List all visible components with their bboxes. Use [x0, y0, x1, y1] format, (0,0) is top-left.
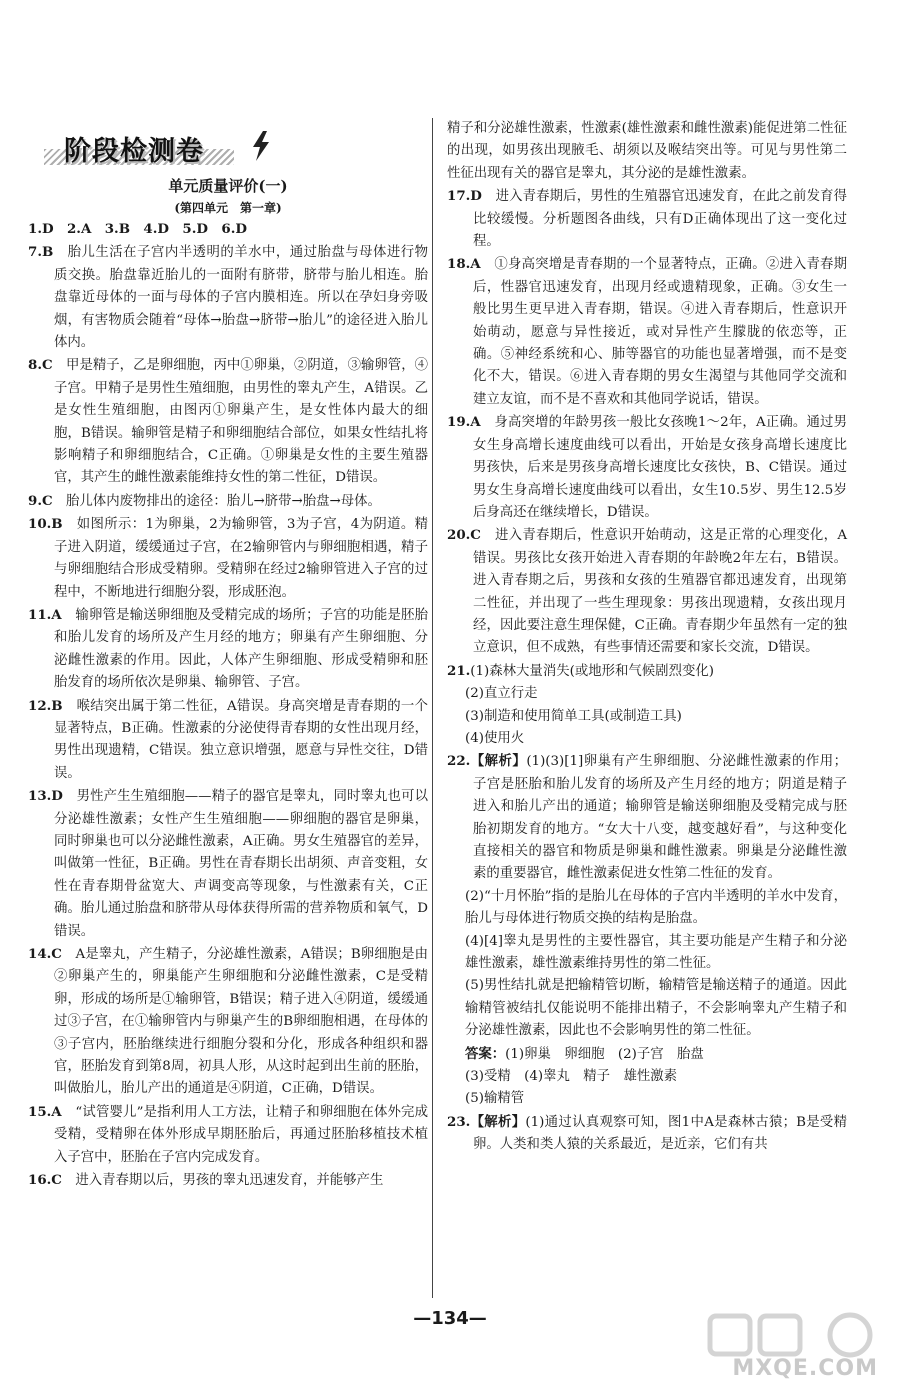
q23-text: (1)通过认真观察可知，图1中A是森林古猿；B是受精卵。人类和类人猿的关系最近，是近亲，它们有共: [473, 1114, 848, 1153]
question-item: [447, 524, 847, 659]
question-item: [447, 185, 847, 253]
section-heading: 单元质量评价(一): [168, 177, 288, 195]
page-number: —134—: [413, 1308, 487, 1329]
question-number: 9.C: [28, 492, 53, 509]
answers-line: 1.D 2.A 3.B 4.D 5.D 6.D: [28, 221, 247, 237]
q22-answer-line-3: (5)输精管: [465, 1091, 525, 1107]
question-item: [28, 1169, 428, 1192]
question-item: [28, 785, 428, 943]
question-text: 喉结突出属于第二性征，A错误。身高突增是青春期的一个显著特点，B正确。性激素的分泌使得青春期的女性出现月经，男性出现遗精，C错误。独立意识增强，愿意与异性交往，D错误。: [54, 698, 428, 781]
question-item: [28, 943, 428, 1101]
question-number: 13.D: [28, 788, 63, 805]
question-number: 15.A: [28, 1103, 62, 1120]
question-21: [447, 660, 847, 683]
question-item: [28, 241, 428, 354]
section-subheading: (第四单元 第一章): [174, 201, 282, 215]
question-item: [28, 354, 428, 489]
q22-answer-line-1: 答案：(1)卵巢 卵细胞 (2)子宫 胎盘: [465, 1045, 704, 1062]
q22-paragraph-4: (5)男性结扎就是把输精管切断，输精管是输送精子的通道。因此输精管被结扎仅能说明不能排出精子，不会影响睾丸产生精子和分泌雄性激素，因此也不会影响男性的第二性征。: [465, 978, 847, 1039]
watermark: [700, 1310, 890, 1385]
right-column: [447, 118, 847, 1157]
q22-paragraph-1: (1)(3)[1]卵巢有产生卵细胞、分泌雌性激素的作用；子宫是胚胎和胎儿发育的场所及产生月经的地方；阴道是精子进入和胎儿产出的通道；输卵管是输送卵细胞及受精完成与胚胎初期发育的地方。“女大十八变，越变越好看”，与这种变化直接相关的器官和物质是卵巢和雌性激素。卵巢是分泌雌性激素的重要器官，雌性激素促进女性第二性征的发育。: [473, 754, 848, 882]
question-item: [28, 513, 428, 604]
question-23: [447, 1111, 847, 1157]
question-number: 7.B: [28, 244, 54, 261]
question-text: “试管婴儿”是指利用人工方法，让精子和卵细胞在体外完成受精，受精卵在体外形成早期胚胎后，再通过胚胎移植技术植入子宫中，胚胎在子宫内完成发育。: [54, 1104, 428, 1165]
left-column: [28, 172, 428, 1192]
q22-answer-line-2: (3)受精 (4)睾丸 精子 雄性激素: [465, 1069, 678, 1085]
question-text: 胎儿体内废物排出的途径：胎儿→脐带→胎盘→母体。: [52, 493, 381, 509]
q22-paragraph-3: (4)[4]睾丸是男性的主要性器官，其主要功能是产生精子和分泌雄性激素，雄性激素维持男性的第二性征。: [465, 933, 847, 972]
question-text: 进入青春期以后，男孩的睾丸迅速发育，并能够产生: [61, 1173, 384, 1189]
analysis-label: 【解析】: [470, 753, 527, 770]
q21-line-4: (4)使用火: [465, 730, 525, 746]
watermark-text: MXQE.COM: [732, 1356, 878, 1381]
question-number: 23.: [447, 1113, 471, 1130]
question-text: 输卵管是输送卵细胞及受精完成的场所；子宫的功能是胚胎和胎儿发育的场所及产生月经的地方；卵巢有产生卵细胞、分泌雌性激素的作用。因此，人体产生卵细胞、形成受精卵和胚胎发育的场所依次是卵巢、输卵管、子宫。: [54, 607, 428, 691]
question-text: 胎儿生活在子宫内半透明的羊水中，通过胎盘与母体进行物质交换。胎盘靠近胎儿的一面附有脐带，脐带与胎儿相连。胎盘靠近母体的一面与母体的子宫内膜相连。所以在孕妇身旁吸烟，有害物质会随着“母体→胎盘→脐带→胎儿”的途径进入胎儿体内。: [53, 245, 428, 351]
question-number: 17.D: [447, 188, 482, 205]
question-number: 18.A: [447, 256, 481, 273]
question-item: [28, 1101, 428, 1169]
column-divider: [432, 118, 433, 1298]
question-number: 12.B: [28, 697, 63, 714]
analysis-label: 【解析】: [470, 1113, 526, 1130]
question-text: 甲是精子，乙是卵细胞，丙中①卵巢，②阴道，③输卵管，④子宫。甲精子是男性生殖细胞，由男性的睾丸产生，A错误。乙是女性生殖细胞，由图丙①卵巢产生，是女性体内最大的细胞，B错误。输卵管是精子和卵细胞结合部位，如果女性结扎将影响精子和卵细胞结合，C正确。①卵巢是女性的主要生殖器官，其产生的雌性激素能维持女性的第二性征，D错误。: [52, 358, 428, 486]
question-22: [447, 750, 847, 885]
question-number: 14.C: [28, 946, 62, 962]
q22-paragraph-2: (2)“十月怀胎”指的是胎儿在母体的子宫内半透明的羊水中发育，胎儿与母体进行物质交换的结构是胎盘。: [465, 888, 847, 927]
question-item: [28, 604, 428, 695]
question-item: [28, 490, 428, 513]
section-banner: [44, 127, 244, 167]
banner-title: 阶段检测卷: [64, 136, 204, 167]
answer-label: 答案：: [465, 1045, 506, 1062]
question-item: [447, 118, 847, 185]
question-item: [447, 411, 847, 524]
q21-line-3: (3)制造和使用简单工具(或制造工具): [465, 708, 682, 724]
q21-line-1: (1)森林大量消失(或地形和气候剧烈变化): [470, 663, 714, 679]
question-number: 19.A: [447, 414, 481, 431]
question-text: 男性产生生殖细胞——精子的器官是睾丸，同时睾丸也可以分泌雄性激素；女性产生生殖细胞——卵细胞的器官是卵巢，同时卵巢也可以分泌雌性激素，A正确。男女生殖器官的差异，叫做第一性征，B正确。男性在青春期长出胡须、声音变粗，女性在青春期骨盆宽大、声调变高等现象，与性激素有关，C正确。胎儿通过胎盘和脐带从母体获得所需的营养物质和氧气，D错误。: [54, 789, 428, 939]
lightning-icon: [249, 131, 273, 161]
question-number: 10.B: [28, 516, 63, 533]
question-number: 20.C: [447, 527, 481, 544]
question-text: 精子和分泌雄性激素，性激素(雄性激素和雌性激素)能促进第二性征的出现，如男孩出现腋毛、胡须以及喉结突出等。可见与男性第二性征出现有关的器官是睾丸，其分泌的是雄性激素。: [447, 121, 847, 181]
question-item: [447, 253, 847, 411]
right-item-list: [447, 118, 847, 660]
question-item: [28, 695, 428, 786]
question-text: ①身高突增是青春期的一个显著特点，正确。②进入青春期后，性器官迅速发育，出现月经或遗精现象，正确。③女生一般比男生更早进入青春期，错误。④进入青春期后，性意识开始萌动，愿意与异性接近，或对异性产生朦胧的依恋等，正确。⑤神经系统和心、肺等器官的功能也显著增强，而不是变化不大，错误。⑥进入青春期的男女生渴望与其他同学交流和建立友谊，而不是不喜欢和其他同学说话，错误。: [473, 257, 847, 407]
question-number: 21.: [447, 662, 471, 679]
left-item-list: [28, 241, 428, 1192]
question-number: 22.: [447, 753, 471, 770]
question-number: 8.C: [28, 357, 53, 374]
question-number: 16.C: [28, 1172, 62, 1189]
question-text: 如图所示：1为卵巢，2为输卵管，3为子宫，4为阴道。精子进入阴道，缓缓通过子宫，在2输卵管内与卵细胞相遇，精子与卵细胞结合形成受精卵。受精卵在经过2输卵管进入子宫的过程中，不断地进行细胞分裂，形成胚泡。: [54, 517, 428, 600]
question-text: 进入青春期后，男性的生殖器官迅速发育，在此之前发育得比较缓慢。分析题图各曲线，只有D正确体现出了这一变化过程。: [473, 189, 847, 250]
question-text: A是睾丸，产生精子，分泌雄性激素，A错误；B卵细胞是由②卵巢产生的，卵巢能产生卵细胞和分泌雌性激素，C是受精卵，形成的场所是①输卵管，B错误；精子进入④阴道，缓缓通过③子宫，在①输卵管内与卵巢产生的B卵细胞相遇，在母体的③子宫内，胚胎继续进行细胞分裂和分化，形成各种组织和器官，胚胎发育到第8周，初具人形，从这时起到出生前的胚胎，叫做胎儿，胎儿产出的通道是④阴道，C正确，D错误。: [54, 947, 428, 1097]
question-text: 进入青春期后，性意识开始萌动，这是正常的心理变化，A错误。男孩比女孩开始进入青春期的年龄晚2年左右，B错误。进入青春期之后，男孩和女孩的生殖器官都迅速发育，出现第二性征，并出现了一些生理现象：男孩出现遗精，女孩出现月经，因此要注意生理保健，C正确。青春期少年虽然有一定的独立意识，但不成熟，有些事情还需要和家长交流，D错误。: [473, 528, 847, 656]
watermark-logo-icon: [700, 1310, 890, 1360]
question-number: 11.A: [28, 606, 62, 623]
q21-line-2: (2)直立行走: [465, 686, 538, 702]
question-text: 身高突增的年龄男孩一般比女孩晚1～2年，A正确。通过男女生身高增长速度曲线可以看出，开始是女孩身高增长速度比男孩快，后来是男孩身高增长速度比女孩快，B、C错误。通过男女生身高增长速度曲线可以看出，女生10.5岁、男生12.5岁后身高还在继续增长，D错误。: [473, 415, 847, 520]
